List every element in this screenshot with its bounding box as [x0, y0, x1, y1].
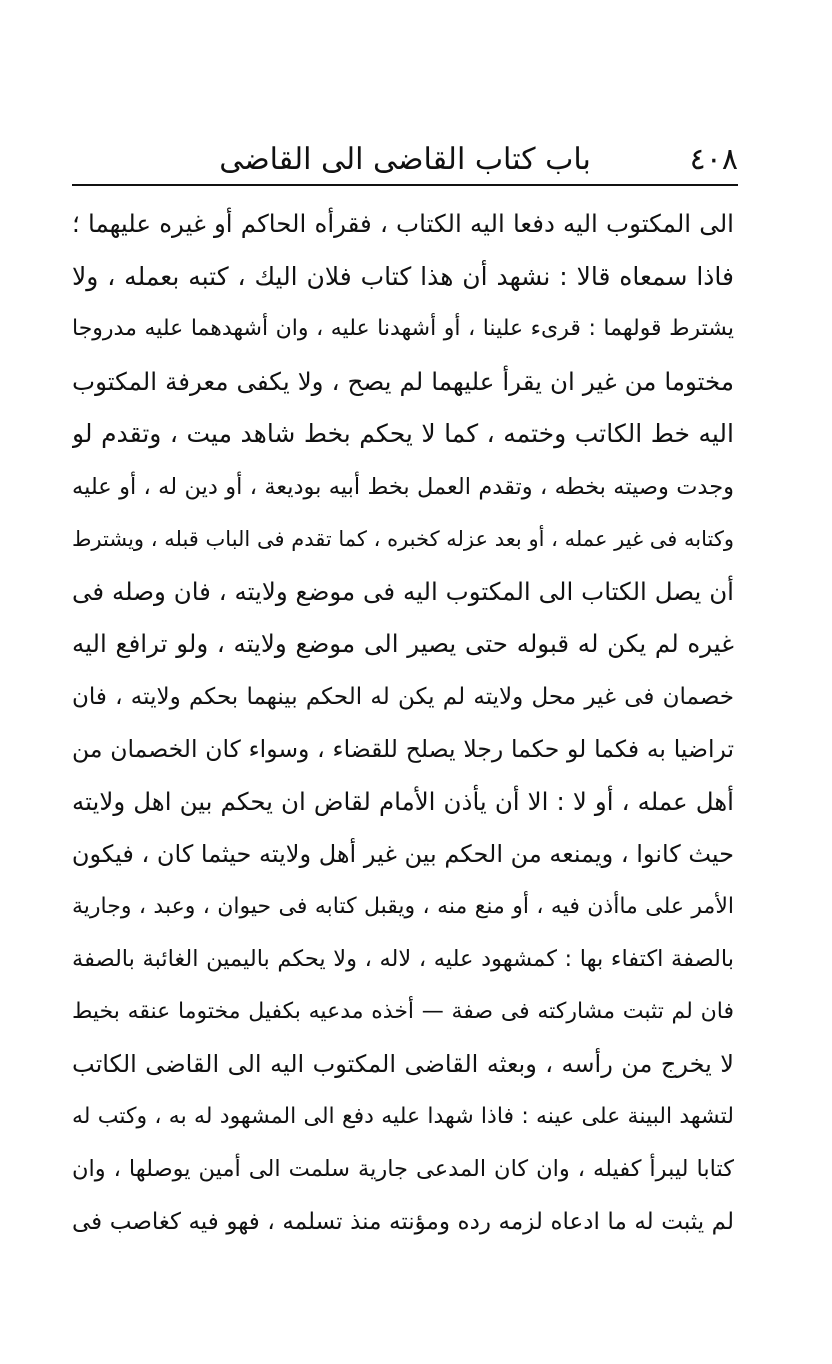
page-header — [72, 140, 738, 180]
running-title: باب كتاب القاضى الى القاضى — [219, 142, 591, 177]
text-line: خصمان فى غير محل ولايته لم يكن له الحكم بينهما بحكم ولايته ، فان — [72, 683, 734, 710]
text-line: فاذا سمعاه قالا : نشهد أن هذا كتاب فلان اليك ، كتبه بعمله ، ولا — [72, 261, 734, 291]
text-line: مختوما من غير ان يقرأ عليهما لم يصح ، ولا يكفى معرفة المكتوب — [72, 366, 734, 396]
text-line: تراضيا به فكما لو حكما رجلا يصلح للقضاء ، وسواء كان الخصمان من — [72, 735, 734, 763]
header-rule — [72, 184, 738, 186]
text-line: أهل عمله ، أو لا : الا أن يأذن الأمام لقاض ان يحكم بين اهل ولايته — [72, 786, 734, 816]
text-line: وجدت وصيته بخطه ، وتقدم العمل بخط أبيه بوديعة ، أو دين له ، أو عليه — [72, 473, 734, 500]
text-line: اليه خط الكاتب وختمه ، كما لا يحكم بخط شاهد ميت ، وتقدم لو — [72, 419, 734, 448]
text-line: بالصفة اكتفاء بها : كمشهود عليه ، لاله ، ولا يحكم باليمين الغائبة بالصفة — [72, 946, 734, 972]
text-line: أن يصل الكتاب الى المكتوب اليه فى موضع ولايته ، فان وصله فى — [72, 576, 734, 606]
text-line: وكتابه فى غير عمله ، أو بعد عزله كخبره ، كما تقدم فى الباب قبله ، ويشترط — [72, 527, 734, 551]
text-line: لا يخرج من رأسه ، وبعثه القاضى المكتوب اليه الى القاضى الكاتب — [72, 1050, 734, 1078]
text-line: غيره لم يكن له قبوله حتى يصير الى موضع ولايته ، ولو ترافع اليه — [72, 629, 734, 658]
text-line: حيث كانوا ، ويمنعه من الحكم بين غير أهل ولايته حيثما كان ، فيكون — [72, 840, 734, 868]
page-number: ٤٠٨ — [689, 142, 738, 177]
text-line: لم يثبت له ما ادعاه لزمه رده ومؤنته منذ تسلمه ، فهو فيه كغاصب فى — [72, 1208, 734, 1235]
text-line: فان لم تثبت مشاركته فى صفة — أخذه مدعيه بكفيل مختوما عنقه بخيط — [72, 998, 734, 1024]
text-line: الأمر على ماأذن فيه ، أو منع منه ، ويقبل كتابه فى حيوان ، وعبد ، وجارية — [72, 893, 734, 919]
body-text — [72, 198, 734, 1248]
text-line: كتابا ليبرأ كفيله ، وان كان المدعى جارية سلمت الى أمين يوصلها ، وان — [72, 1156, 734, 1182]
text-line: يشترط قولهما : قرىء علينا ، أو أشهدنا عليه ، وان أشهدهما عليه مدروجا — [72, 316, 734, 341]
text-line: لتشهد البينة على عينه : فاذا شهدا عليه دفع الى المشهود له به ، وكتب له — [72, 1103, 734, 1129]
text-line: الى المكتوب اليه دفعا اليه الكتاب ، فقرأه الحاكم أو غيره عليهما ؛ — [72, 209, 734, 238]
